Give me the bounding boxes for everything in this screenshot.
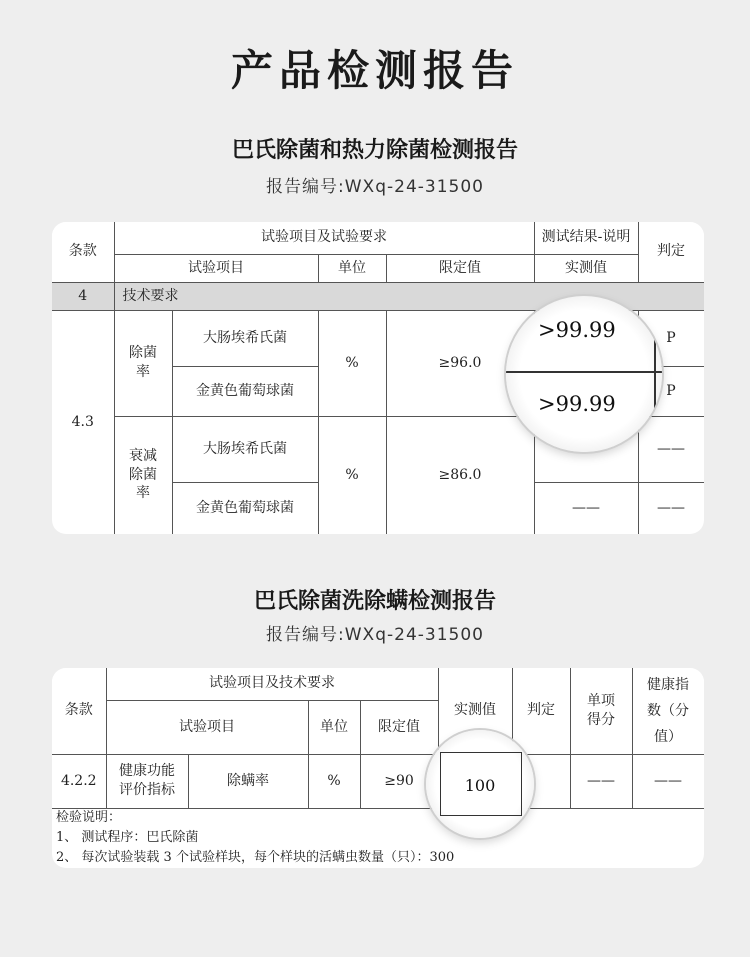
r2-clause: 4.2.2 [52,754,106,808]
group2-item-1: 大肠埃希氏菌 [172,416,318,482]
clause-4-3: 4.3 [52,310,114,534]
r2-header-judge: 判定 [512,668,570,754]
group1-measured-1-magnified: >99.99 [538,318,616,342]
group1-name: 除菌率 [114,310,172,416]
group2-unit: % [318,416,386,534]
r2-note-1: 1、 测试程序：巴氏除菌 [56,830,199,845]
header-judge: 判定 [638,222,704,282]
group1-judge-1: P [638,310,704,366]
r2-header-item-score: 单项得分 [570,668,632,754]
page-title: 产品检测报告 [230,46,519,95]
group2-name: 衰减除菌率 [114,416,172,534]
r2-header-unit: 单位 [308,700,360,754]
r2-header-health-index: 健康指数（分值） [632,668,704,754]
r2-unit: % [308,754,360,808]
magnifier-lens-2 [426,730,534,838]
r2-notes [56,808,454,868]
r2-note-2: 2、 每次试验装载 3 个试验样块，每个样块的活螨虫数量（只）：300 [56,850,455,865]
r2-header-item: 试验项目 [106,700,308,754]
report1-number: 报告编号:WXq-24-31500 [266,177,484,197]
report1-title: 巴氏除菌和热力除菌检测报告 [231,138,518,163]
group1-limit: ≥96.0 [386,310,534,416]
group2-item-2: 金黄色葡萄球菌 [172,482,318,534]
group1-item-1: 大肠埃希氏菌 [172,310,318,366]
header-measured: 实测值 [534,254,638,282]
header-items-req: 试验项目及试验要求 [114,222,534,254]
section-name: 技术要求 [114,282,704,310]
group1-judge-2: P [638,366,704,416]
magnified-row-line [506,371,662,373]
header-clause: 条款 [52,222,114,282]
r2-header-limit: 限定值 [360,700,438,754]
group1-measured-2-magnified: >99.99 [538,392,616,416]
r2-note-0: 检验说明： [56,810,122,825]
section-number: 4 [52,282,114,310]
group2-judge-1: —— [638,416,704,482]
header-limit: 限定值 [386,254,534,282]
group1-item-2: 金黄色葡萄球菌 [172,366,318,416]
magnifier-lens-1 [506,296,662,452]
r2-health-index: —— [632,754,704,808]
report2-card [52,668,704,868]
report2-number: 报告编号:WXq-24-31500 [266,625,484,645]
r2-item: 除螨率 [188,754,308,808]
header-result-note: 测试结果-说明 [534,222,638,254]
group2-judge-2: —— [638,482,704,534]
group2-measured-2: —— [534,482,638,534]
r2-measured-magnified: 100 [464,776,496,795]
report2-title: 巴氏除菌洗除螨检测报告 [253,589,496,614]
r2-header-clause: 条款 [52,668,106,754]
report2-table [52,668,704,809]
magnified-col-line [654,296,656,452]
group2-limit: ≥86.0 [386,416,534,534]
r2-category: 健康功能评价指标 [106,754,188,808]
group1-unit: % [318,310,386,416]
r2-item-score: —— [570,754,632,808]
header-unit: 单位 [318,254,386,282]
r2-header-measured: 实测值 [438,668,512,754]
header-item: 试验项目 [114,254,318,282]
r2-header-items-req: 试验项目及技术要求 [106,668,438,700]
r2-limit: ≥90 [360,754,438,808]
